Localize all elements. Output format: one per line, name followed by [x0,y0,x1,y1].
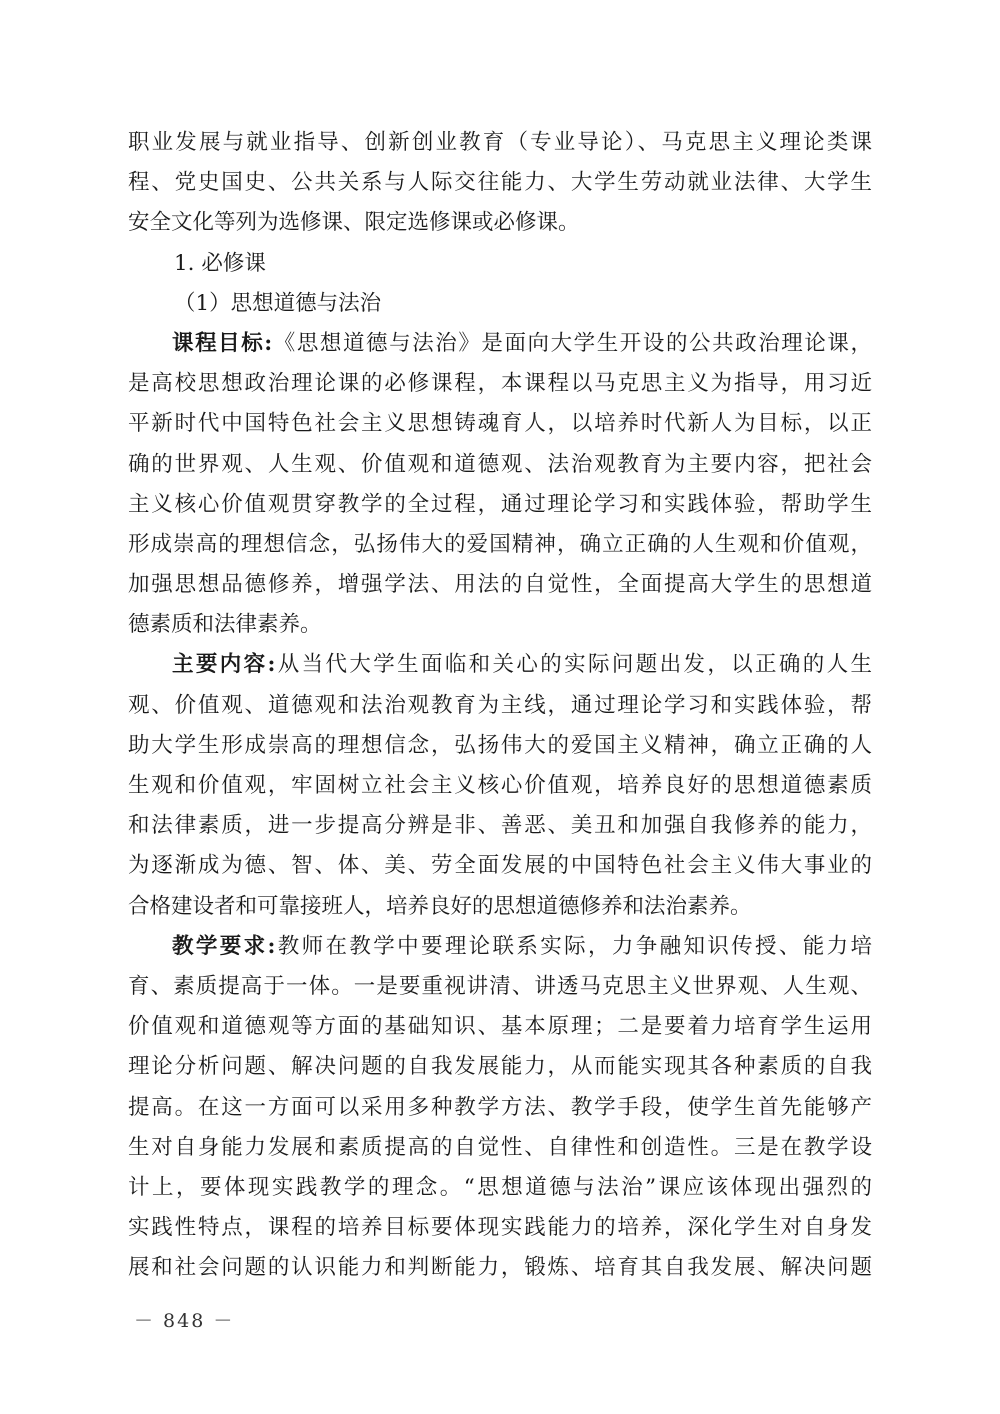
text-line [128,1047,872,1087]
text-line [128,726,872,766]
text-line [128,846,872,886]
section-heading: 1. 必修课 [174,250,266,276]
text-line [128,565,872,605]
text-line [128,766,872,806]
line-text: 确的世界观、人生观、价值观和道德观、法治观教育为主要内容，把社会 [128,451,872,477]
line-text: 观、价值观、道德观和法治观教育为主线，通过理论学习和实践体验，帮 [128,692,872,718]
line-text: 从当代大学生面临和关心的实际问题出发，以正确的人生 [275,652,872,678]
text-line [128,1248,872,1288]
line-text: 展和社会问题的认识能力和判断能力，锻炼、培育其自我发展、解决问题 [128,1255,872,1281]
text-line [128,645,872,685]
text-line [128,203,872,243]
paragraph [128,244,872,284]
paragraph-label: 课程目标: [172,330,273,356]
text-line [128,1128,872,1168]
line-text: 职业发展与就业指导、创新创业教育（专业导论）、马克思主义理论类课 [128,130,872,155]
paragraph [128,645,872,926]
line-text: 为逐渐成为德、智、体、美、劳全面发展的中国特色社会主义伟大事业的 [128,853,872,879]
line-text: 教师在教学中要理论联系实际，力争融知识传授、能力培 [275,933,872,959]
text-line [128,163,872,203]
document-body [128,123,872,1288]
text-line [128,525,872,565]
paragraph [128,324,872,646]
line-text: 安全文化等列为选修课、限定选修课或必修课。 [128,210,580,236]
paragraph-label: 主要内容: [172,652,276,678]
text-line [128,445,872,485]
text-line [128,364,872,404]
text-line [128,806,872,846]
line-text: 《思想道德与法治》是面向大学生开设的公共政治理论课， [272,330,872,356]
line-text: 育、素质提高于一体。一是要重视讲清、讲透马克思主义世界观、人生观、 [128,973,872,999]
text-line [128,1208,872,1248]
line-text: 理论分析问题、解决问题的自我发展能力，从而能实现其各种素质的自我 [128,1054,872,1080]
line-text: 和法律素质，进一步提高分辨是非、善恶、美丑和加强自我修养的能力， [128,813,872,839]
line-text: 程、党史国史、公共关系与人际交往能力、大学生劳动就业法律、大学生 [128,170,872,196]
text-line [128,686,872,726]
text-line [128,324,872,364]
text-line [128,887,872,927]
line-text: 实践性特点，课程的培养目标要体现实践能力的培养，深化学生对自身发 [128,1215,872,1241]
line-text: 生对自身能力发展和素质提高的自觉性、自律性和创造性。三是在教学设 [128,1134,872,1160]
text-line [128,1007,872,1047]
text-line [128,967,872,1007]
line-text: 生观和价值观，牢固树立社会主义核心价值观，培养良好的思想道德素质 [128,773,872,798]
line-text: 合格建设者和可靠接班人，培养良好的思想道德修养和法治素养。 [128,893,752,919]
line-text: 加强思想品德修养，增强学法、用法的自觉性，全面提高大学生的思想道 [128,572,872,598]
text-line [128,1088,872,1128]
text-line [128,485,872,525]
text-line [128,404,872,444]
section-heading: （1）思想道德与法治 [174,290,382,316]
line-text: 助大学生形成崇高的理想信念，弘扬伟大的爱国主义精神，确立正确的人 [128,732,872,758]
line-text: 价值观和道德观等方面的基础知识、基本原理；二是要着力培育学生运用 [128,1014,872,1040]
paragraph [128,927,872,1289]
line-text: 形成崇高的理想信念，弘扬伟大的爱国精神，确立正确的人生观和价值观， [128,531,872,557]
paragraph-label: 教学要求: [172,933,276,959]
text-line [128,605,872,645]
line-text: 主义核心价值观贯穿教学的全过程，通过理论学习和实践体验，帮助学生 [128,491,872,517]
page-number: － 848 － [134,1310,235,1332]
text-line [128,1168,872,1208]
line-text: 是高校思想政治理论课的必修课程，本课程以马克思主义为指导，用习近 [128,371,872,397]
paragraph [128,284,872,324]
line-text: 平新时代中国特色社会主义思想铸魂育人，以培养时代新人为目标，以正 [128,411,872,437]
line-text: 德素质和法律素养。 [128,612,322,638]
line-text: 提高。在这一方面可以采用多种教学方法、教学手段，使学生首先能够产 [128,1094,872,1120]
text-line [128,927,872,967]
paragraph [128,123,872,244]
text-line [128,123,872,163]
line-text: 计上，要体现实践教学的理念。“思想道德与法治”课应该体现出强烈的 [128,1174,872,1200]
